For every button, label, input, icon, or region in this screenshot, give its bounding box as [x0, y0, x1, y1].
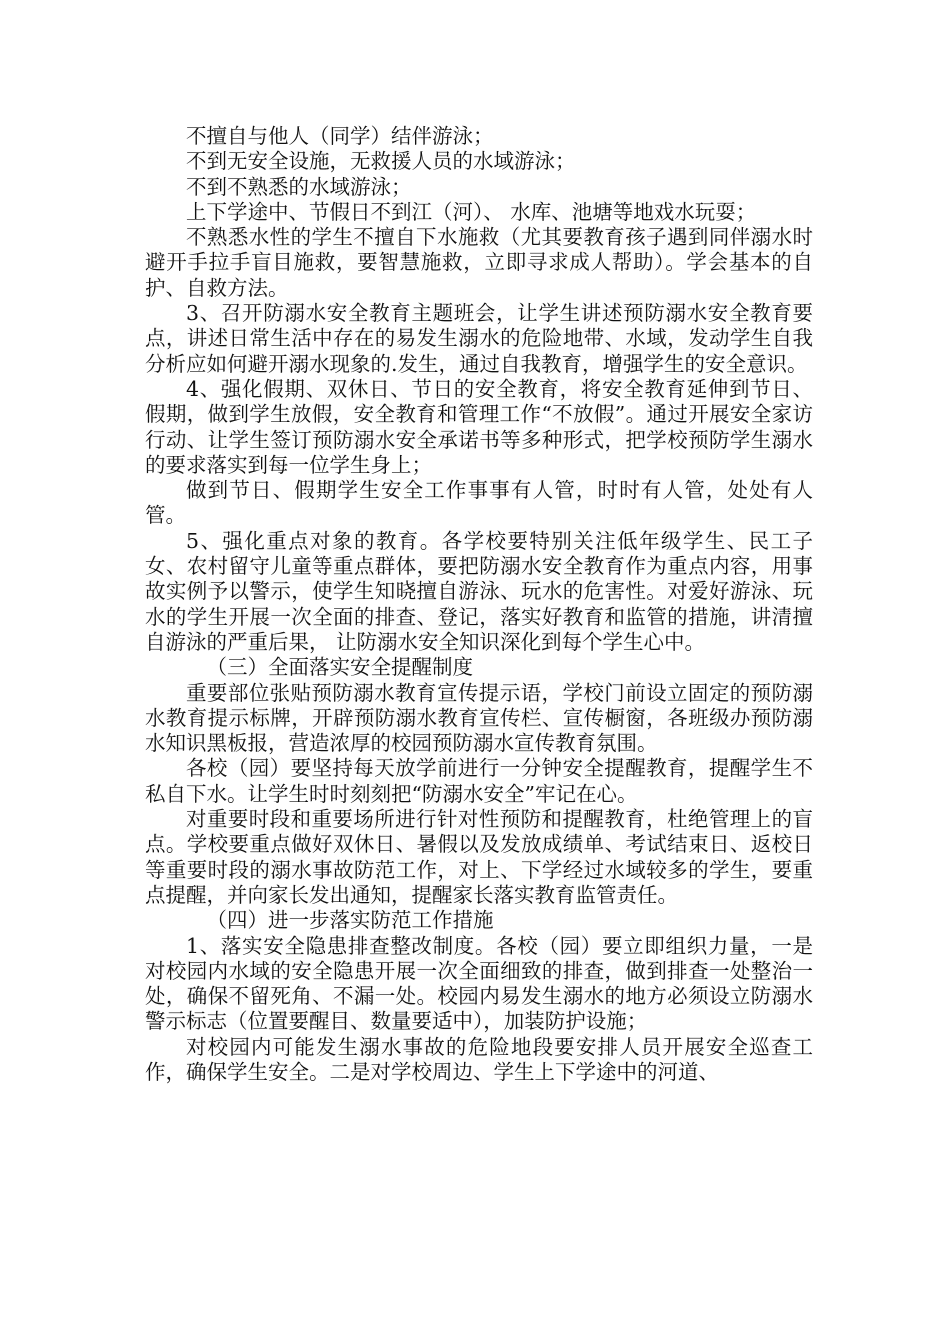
paragraph: 4、强化假期、双休日、节日的安全教育，将安全教育延伸到节日、假期，做到学生放假，安全教育和管理工作“不放假”。通过开展安全家访行动、让学生签订预防溺水安全承诺书等多种形式，把学校预防学生溺水的要求落实到每一位学生身上； [145, 376, 813, 477]
paragraph: 做到节日、假期学生安全工作事事有人管，时时有人管，处处有人管。 [145, 478, 813, 528]
paragraph: 对重要时段和重要场所进行针对性预防和提醒教育，杜绝管理上的盲点。学校要重点做好双休日、暑假以及发放成绩单、考试结束日、返校日等重要时段的溺水事故防范工作，对上、下学经过水域较多的学生，要重点提醒，并向家长发出通知，提醒家长落实教育监管责任。 [145, 807, 813, 907]
paragraph: 重要部位张贴预防溺水教育宣传提示语，学校门前设立固定的预防溺水教育提示标牌，开辟预防溺水教育宣传栏、宣传橱窗，各班级办预防溺水知识黑板报，营造浓厚的校园预防溺水宣传教育氛围。 [145, 680, 813, 756]
paragraph: 不到无安全设施，无救援人员的水域游泳； [186, 149, 576, 174]
paragraph: 不擅自与他人（同学）结伴游泳； [186, 124, 494, 148]
paragraph: 3、召开防溺水安全教育主题班会，让学生讲述预防溺水安全教育要点，讲述日常生活中存在的易发生溺水的危险地带、水域，发动学生自我分析应如何避开溺水现象的.发生，通过自我教育，增强学生的安全意识。 [145, 301, 813, 376]
paragraph: 1、落实安全隐患排查整改制度。各校（园）要立即组织力量，一是对校园内水域的安全隐患开展一次全面细致的排查，做到排查一处整治一处，确保不留死角、不漏一处。校园内易发生溺水的地方必须设立防溺水警示标志（位置要醒目、数量要适中），加装防护设施； [145, 933, 813, 1034]
paragraph: 对校园内可能发生溺水事故的危险地段要安排人员开展安全巡查工作，确保学生安全。二是对学校周边、学生上下学途中的河道、 [145, 1034, 813, 1084]
paragraph: 不到不熟悉的水域游泳； [186, 174, 412, 199]
section-heading: （四）进一步落实防范工作措施 [206, 908, 494, 933]
paragraph: 各校（园）要坚持每天放学前进行一分钟安全提醒教育，提醒学生不私自下水。让学生时时刻刻把“防溺水安全”牢记在心。 [145, 756, 813, 806]
document-body [145, 124, 813, 1085]
paragraph: 不熟悉水性的学生不擅自下水施救（尤其要教育孩子遇到同伴溺水时避开手拉手盲目施救，要智慧施救，立即寻求成人帮助）。学会基本的自护、自救方法。 [145, 225, 813, 300]
paragraph: 5、强化重点对象的教育。各学校要特别关注低年级学生、民工子女、农村留守儿童等重点群体，要把防溺水安全教育作为重点内容，用事故实例予以警示，使学生知晓擅自游泳、玩水的危害性。对爱好游泳、玩水的学生开展一次全面的排查、登记，落实好教育和监管的措施，讲清擅自游泳的严重后果， 让防溺水安全知识深化到每个学生心中。 [145, 528, 813, 654]
section-heading: （三）全面落实安全提醒制度 [206, 655, 473, 680]
paragraph: 上下学途中、节假日不到江（河）、 水库、池塘等地戏水玩耍； [186, 199, 757, 224]
